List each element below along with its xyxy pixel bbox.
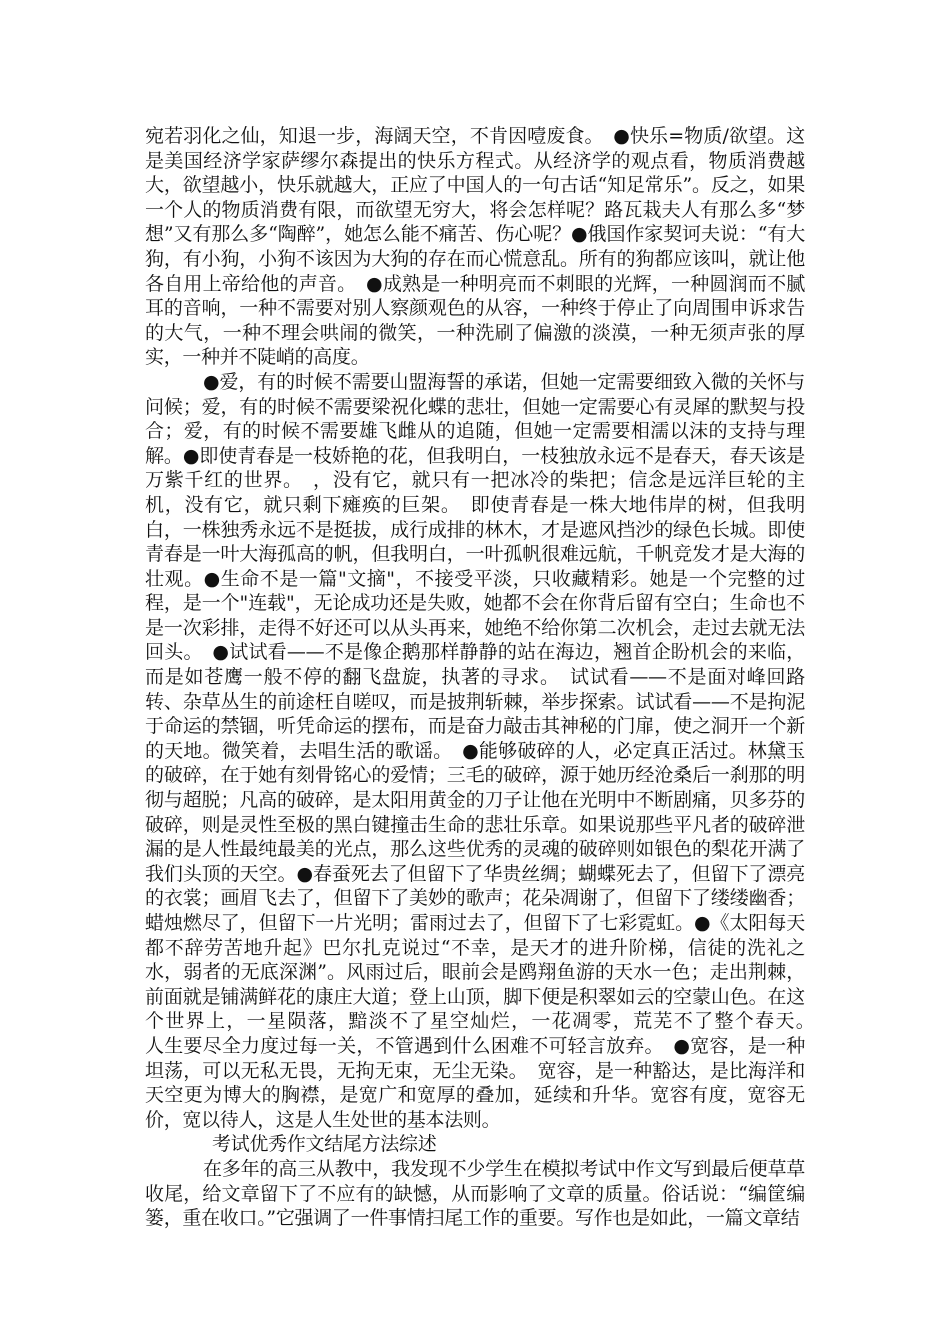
body-paragraph-2: ●爱，有的时候不需要山盟海誓的承诺，但她一定需要细致入微的关怀与问候；爱，有的时候不需要梁祝化蝶的悲壮，但她一定需要心有灵犀的默契与投合；爱，有的时候不需要雄飞雌从的追随，但她一定需要相濡以沫的支持与理解。●即使青春是一枝娇艳的花，但我明白，一枝独放永远不是春天，春天该是万紫千红的世界。 ，没有它，就只有一把冰冷的柴把；信念是远洋巨轮的主机，没有它，就只剩下瘫痪的巨架。 即使青春是一株大地伟岸的树，但我明白，一株独秀永远不是挺拔，成行成排的林木，才是遮风挡沙的绿色长城。即使青春是一叶大海孤高的帆，但我明白，一叶孤帆很难远航，千帆竞发才是大海的壮观。●生命不是一篇"文摘"，不接受平淡，只收藏精彩。她是一个完整的过程，是一个"连载"，无论成功还是失败，她都不会在你背后留有空白；生命也不是一次彩排，走得不好还可以从头再来，她绝不给你第二次机会，走过去就无法回头。 ●试试看——不是像企鹅那样静静的站在海边，翘首企盼机会的来临，而是如苍鹰一般不停的翻飞盘旋，执著的寻求。 试试看——不是面对峰回路转、杂草丛生的前途枉自嗟叹，而是披荆斩棘，举步探索。试试看——不是拘泥于命运的禁锢，听凭命运的摆布，而是奋力敲击其神秘的门扉，使之洞开一个新的天地。微笑着，去唱生活的歌谣。 ●能够破碎的人，必定真正活过。林黛玉的破碎，在于她有刻骨铭心的爱情；三毛的破碎，源于她历经沧桑后一刹那的明彻与超脱；凡高的破碎，是太阳用黄金的刀子让他在光明中不断剧痛，贝多芬的破碎，则是灵性至极的黑白键撞击生命的悲壮乐章。如果说那些平凡者的破碎泄漏的是人性最纯最美的光点，那么这些优秀的灵魂的破碎则如银色的梨花开满了我们头顶的天空。●春蚕死去了但留下了华贵丝绸；蝴蝶死去了，但留下了漂亮的衣裳；画眉飞去了，但留下了美妙的歌声；花朵凋谢了，但留下了缕缕幽香；蜡烛燃尽了，但留下一片光明；雷雨过去了，但留下了七彩霓虹。●《太阳每天都不辞劳苦地升起》巴尔扎克说过“不幸，是天才的进升阶梯，信徒的洗礼之水，弱者的无底深渊”。风雨过后，眼前会是鸥翔鱼游的天水一色；走出荆棘，前面就是铺满鲜花的康庄大道；登上山顶，脚下便是积翠如云的空蒙山色。在这个世界上，一星陨落，黯淡不了星空灿烂，一花凋零，荒芜不了整个春天。 人生要尽全力度过每一关，不管遇到什么困难不可轻言放弃。 ●宽容，是一种坦荡，可以无私无畏，无拘无束，无尘无染。 宽容，是一种豁达，是比海洋和天空更为博大的胸襟，是宽广和宽厚的叠加，延续和升华。宽容有度，宽容无价，宽以待人，这是人生处世的基本法则。: [145, 370, 843, 1131]
document-page: [145, 124, 843, 1231]
body-paragraph-1: 宛若羽化之仙，知退一步，海阔天空，不肯因噎废食。 ●快乐=物质/欲望。这是美国经济学家萨缪尔森提出的快乐方程式。从经济学的观点看，物质消费越大，欲望越小，快乐就越大，正应了中国人的一句古话“知足常乐”。反之，如果一个人的物质消费有限，而欲望无穷大，将会怎样呢？路瓦栽夫人有那么多“梦想”又有那么多“陶醉”，她怎么能不痛苦、伤心呢？●俄国作家契诃夫说：“有大狗，有小狗，小狗不该因为大狗的存在而心慌意乱。所有的狗都应该叫，就让他各自用上帝给他的声音。 ●成熟是一种明亮而不刺眼的光辉，一种圆润而不腻耳的音响，一种不需要对别人察颜观色的从容，一种终于停止了向周围申诉求告的大气，一种不理会哄闹的微笑，一种洗刷了偏激的淡漠，一种无须声张的厚实，一种并不陡峭的高度。: [145, 125, 805, 369]
closing-paragraph: 在多年的高三从教中，我发现不少学生在模拟考试中作文写到最后便草草收尾，给文章留下了不应有的缺憾，从而影响了文章的质量。俗话说：“编筐编篓，重在收口。”它强调了一件事情扫尾工作的重要。写作也是如此，一篇文章结: [145, 1157, 805, 1230]
section-title: 考试优秀作文结尾方法综述: [212, 1133, 437, 1156]
